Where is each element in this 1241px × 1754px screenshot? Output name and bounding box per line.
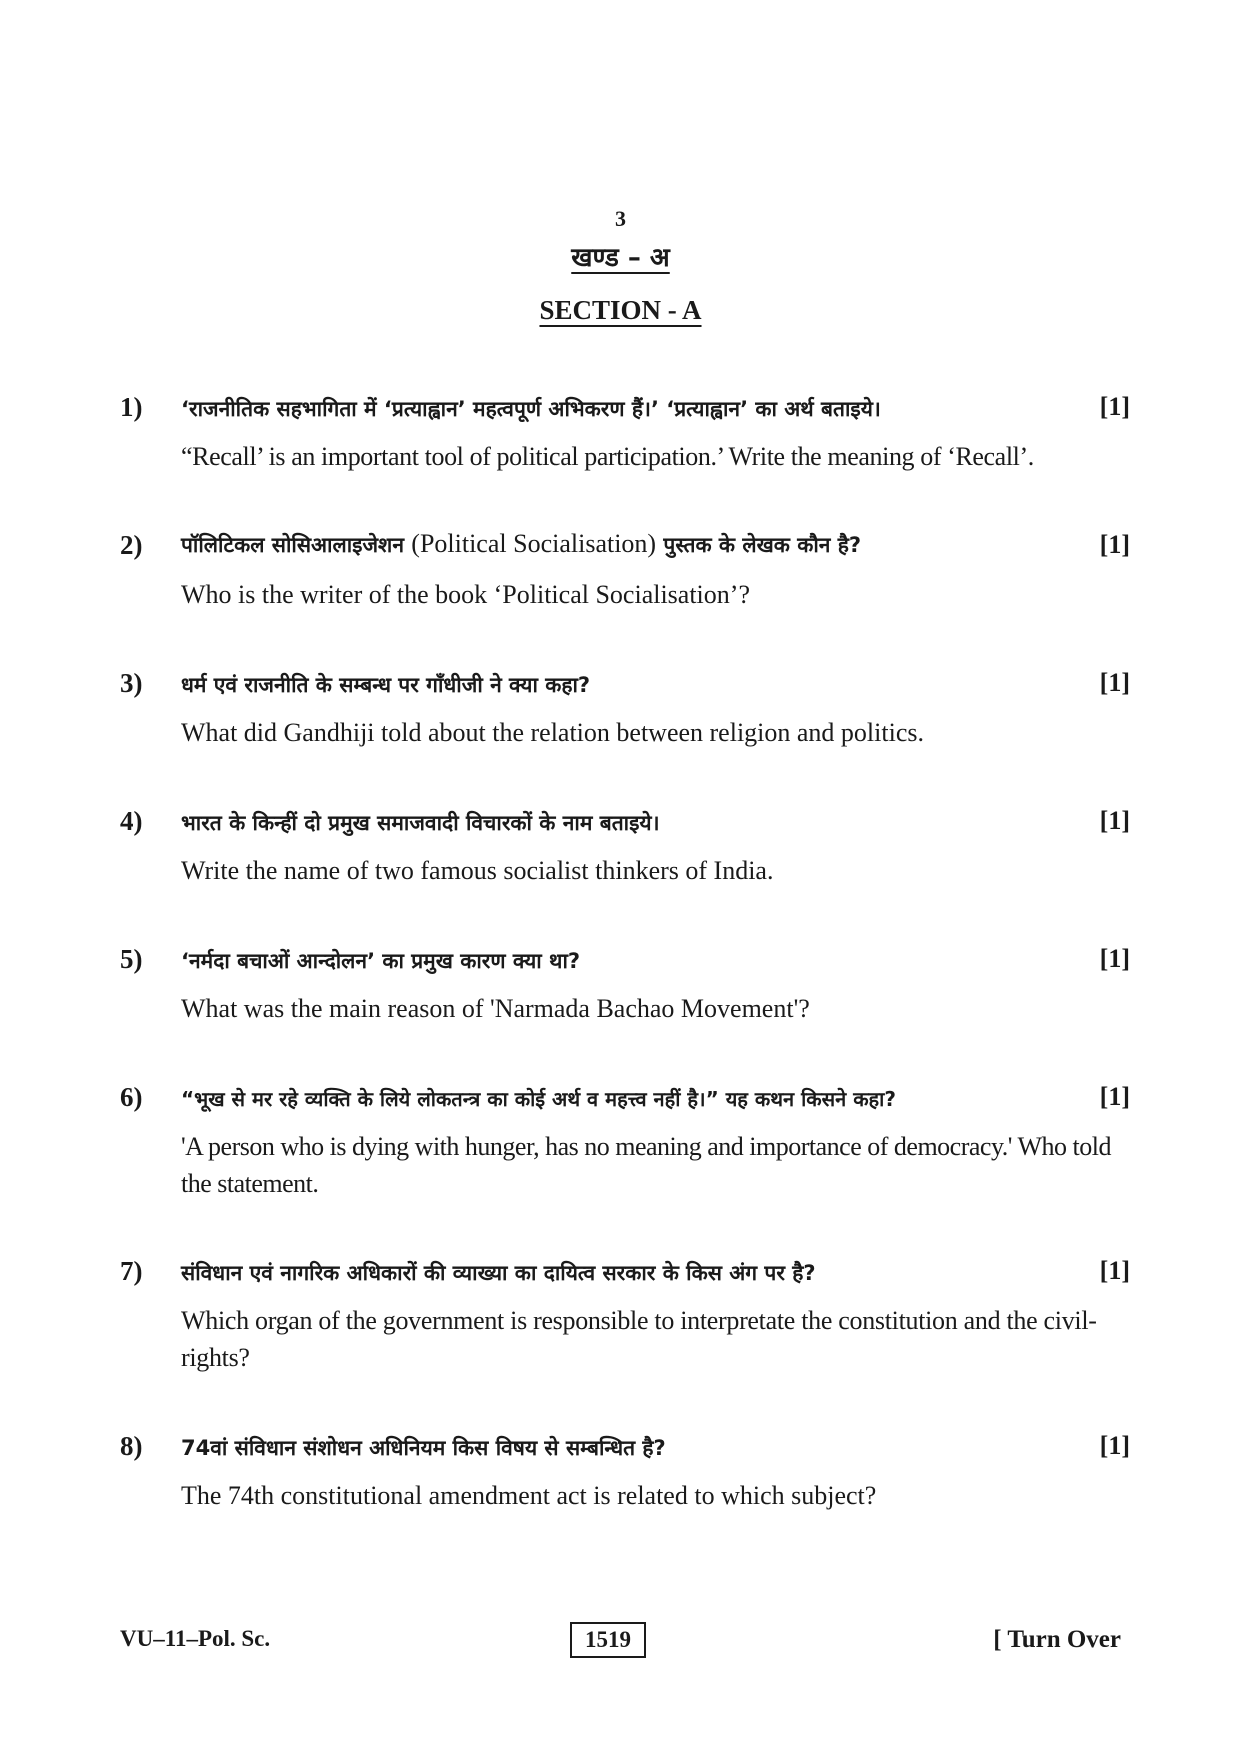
question-marks: [1] (1099, 944, 1130, 973)
section-heading-hindi (0, 238, 1241, 274)
question-number: 8) (120, 1431, 143, 1461)
question-number: 7) (120, 1256, 143, 1286)
question-hindi: भारत के किन्हीं दो प्रमुख समाजवादी विचारकों के नाम बताइये। (181, 811, 660, 835)
question-number: 6) (120, 1082, 143, 1112)
question-marks: [1] (1099, 668, 1130, 697)
question-marks: [1] (1099, 530, 1130, 559)
question-hindi-latin: (Political Socialisation) (411, 529, 657, 558)
question-english: Who is the writer of the book ‘Political Socialisation’? (181, 580, 750, 609)
question-marks: [1] (1099, 806, 1130, 835)
question-hindi (181, 529, 1041, 559)
question-english: What did Gandhiji told about the relation between religion and politics. (181, 718, 924, 747)
question-english: 'A person who is dying with hunger, has no meaning and importance of democracy.' Who told the statement. (181, 1132, 1111, 1198)
section-heading-english (0, 295, 1241, 326)
question-english: “Recall’ is an important tool of political participation.’ Write the meaning of ‘Recall’. (181, 442, 1034, 471)
section-heading-english-text: SECTION - A (539, 295, 702, 325)
question-number: 1) (120, 392, 143, 422)
question-hindi: “भूख से मर रहे व्यक्ति के लिये लोकतन्त्र का कोई अर्थ व महत्त्व नहीं है।” यह कथन किसने कहा? (181, 1087, 896, 1111)
question-hindi: ‘नर्मदा बचाओं आन्दोलन’ का प्रमुख कारण क्या था? (181, 949, 581, 973)
question-marks: [1] (1099, 1431, 1130, 1460)
question-hindi-part: पॉलिटिकल सोसिआलाइजेशन (181, 533, 404, 557)
page-number: 3 (615, 206, 626, 231)
question-hindi-tail: पुस्तक के लेखक कौन है? (663, 533, 862, 557)
question-english: What was the main reason of 'Narmada Bachao Movement'? (181, 994, 810, 1023)
question-number: 3) (120, 668, 143, 698)
question-marks: [1] (1099, 1082, 1130, 1111)
footer-paper-code: VU–11–Pol. Sc. (120, 1626, 271, 1651)
question-english: The 74th constitutional amendment act is related to which subject? (181, 1481, 877, 1510)
footer-turn-over: [ Turn Over (993, 1626, 1121, 1653)
question-hindi: 74वां संविधान संशोधन अधिनियम किस विषय से सम्बन्धित है? (181, 1436, 666, 1460)
question-marks: [1] (1099, 392, 1130, 421)
question-number: 5) (120, 944, 143, 974)
section-heading-hindi-text: खण्ड – अ (571, 243, 670, 273)
question-english: Write the name of two famous socialist thinkers of India. (181, 856, 774, 885)
question-hindi: धर्म एवं राजनीति के सम्बन्ध पर गाँधीजी ने क्या कहा? (181, 673, 591, 697)
question-marks: [1] (1099, 1256, 1130, 1285)
question-number: 4) (120, 806, 143, 836)
question-english: Which organ of the government is responsible to interpretate the constitution and the civil-rights? (181, 1306, 1097, 1372)
question-number: 2) (120, 530, 143, 560)
footer-box-code: 1519 (570, 1622, 646, 1658)
question-hindi: संविधान एवं नागरिक अधिकारों की व्याख्या का दायित्व सरकार के किस अंग पर है? (181, 1261, 816, 1285)
question-hindi: ‘राजनीतिक सहभागिता में ‘प्रत्याह्वान’ महत्वपूर्ण अभिकरण हैं।’ ‘प्रत्याह्वान’ का अर्थ बताइये। (181, 397, 881, 421)
